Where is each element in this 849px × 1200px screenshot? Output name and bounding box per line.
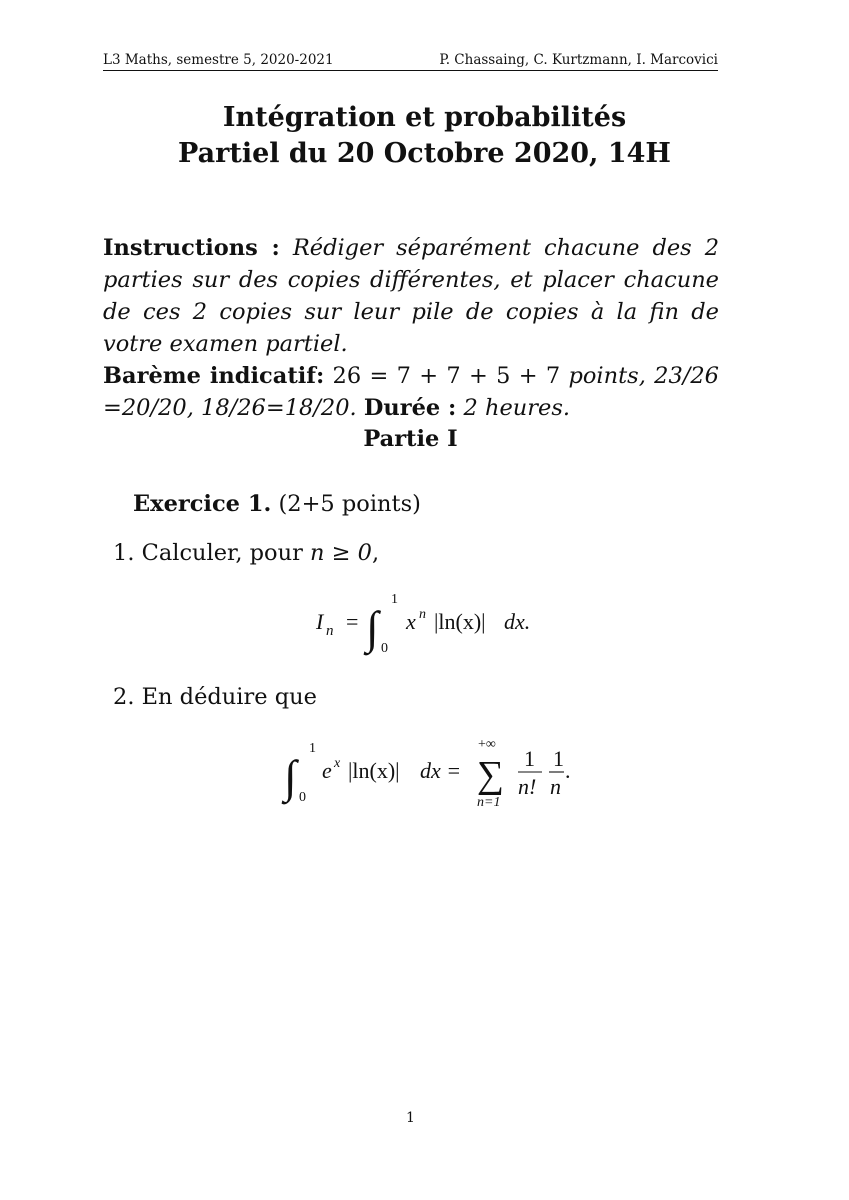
eq1-dx: dx. <box>504 609 531 634</box>
eq1-integral-sign: ∫ <box>366 602 379 653</box>
eq1-lhs: I <box>316 609 324 634</box>
page-number: 1 <box>406 1110 415 1126</box>
document-title <box>0 100 849 172</box>
question-1-text: 1. Calculer, pour <box>113 540 303 566</box>
eq2-upper-bound: 1 <box>309 741 316 756</box>
eq2-frac1-num: 1 <box>524 746 535 771</box>
eq1-upper-bound: 1 <box>391 592 398 607</box>
exercise-label: Exercice 1. <box>133 491 272 517</box>
eq2-integrand: e <box>322 758 332 783</box>
page-header <box>103 52 718 71</box>
exercise-heading <box>133 491 421 517</box>
eq2-frac2-den: n <box>550 774 561 799</box>
eq2-frac2-num: 1 <box>553 746 564 771</box>
eq2-frac1-den: n! <box>518 774 537 799</box>
instructions-label: Instructions : <box>103 235 280 261</box>
title-line-1: Intégration et probabilités <box>222 102 627 133</box>
eq1-integrand: x <box>406 609 416 634</box>
eq2-sum-upper: +∞ <box>478 737 496 752</box>
eq1-lower-bound: 0 <box>381 641 388 656</box>
eq1-power: n <box>419 607 426 622</box>
question-1: 1. Calculer, pour n ≥ 0, <box>113 540 380 566</box>
section-heading: Partie I <box>363 426 458 452</box>
eq2-integral-sign: ∫ <box>284 751 297 802</box>
eq2-dx: dx = <box>420 758 462 783</box>
bareme-formula: 26 = 7 + 7 + 5 + 7 <box>332 363 561 389</box>
instructions-block <box>103 232 719 424</box>
eq1-abs-ln: |ln(x)| <box>434 609 486 634</box>
title-line-2: Partiel du 20 Octobre 2020, 14H <box>178 138 671 169</box>
exercise-points: (2+5 points) <box>278 491 421 517</box>
header-authors: P. Chassaing, C. Kurtzmann, I. Marcovici <box>439 52 718 68</box>
eq2-abs-ln: |ln(x)| <box>348 758 400 783</box>
bareme-text: points, 23/26 =20/20, 18/26=18/20. <box>103 363 719 421</box>
duree-value: 2 heures. <box>463 395 571 421</box>
eq1-lhs-sub: n <box>326 623 334 639</box>
eq2-end: . <box>565 758 571 783</box>
equation-2 <box>278 730 588 815</box>
question-1-condition: n ≥ 0 <box>310 540 372 566</box>
question-2: 2. En déduire que <box>113 684 317 710</box>
eq2-sum-sign: ∑ <box>477 754 505 796</box>
bareme-label: Barème indicatif: <box>103 363 325 389</box>
eq2-power: x <box>334 756 341 771</box>
eq2-sum-lower: n=1 <box>477 795 501 810</box>
eq2-lower-bound: 0 <box>299 790 306 805</box>
instructions-text: Rédiger séparément chacune des 2 parties sur des copies différentes, et placer chacune de ces 2 copies sur leur pile de copies à la fin de votre examen partiel. <box>103 235 720 357</box>
duree-label: Durée : <box>363 395 457 421</box>
equation-1 <box>300 585 560 657</box>
header-course: L3 Maths, semestre 5, 2020-2021 <box>103 52 334 68</box>
eq1-equals: = <box>346 609 359 634</box>
